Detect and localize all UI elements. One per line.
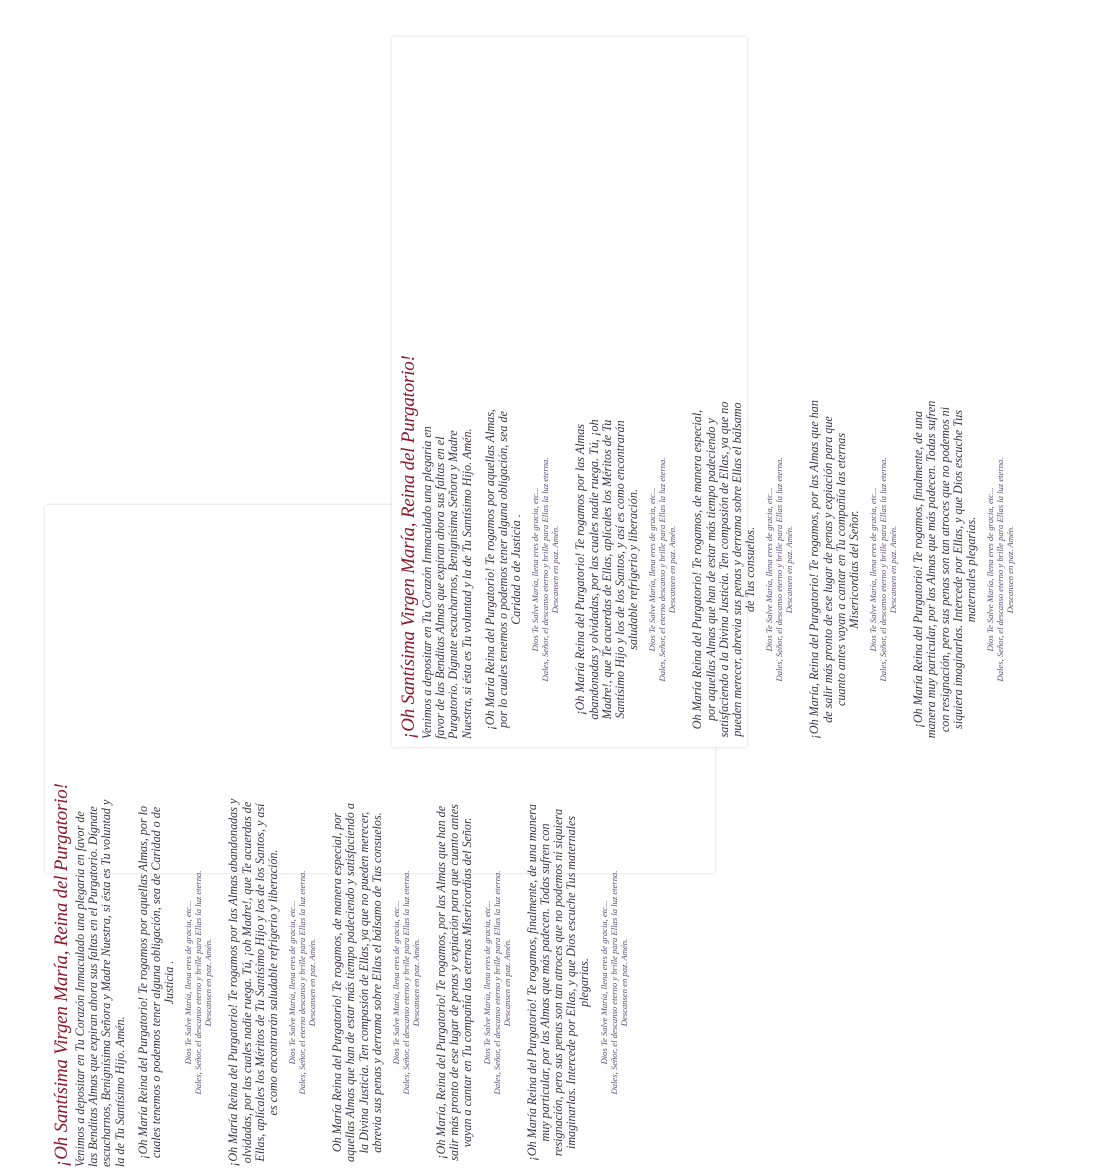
response-line: Dales, Señor, el descanso eterno y brille para Ellas la luz eterna. bbox=[774, 457, 785, 682]
prayer-text: ¡Oh María, Reina del Purgatorio! Te rogamos, por las Almas que han de salir más pronto de ese lugar de penas y expiación para que cuanto antes vayan a cantar en Tu compañía las eternas Misericordias del Señor. bbox=[807, 400, 862, 739]
response-line: Dios Te Salve María, llena eres de gracia, etc... bbox=[868, 487, 879, 652]
response-line: Dales, Señor, el eterno descanso y brille para Ellas la luz eterna. bbox=[297, 870, 308, 1095]
response-line: Dios Te Salve María, llena eres de gracia, etc... bbox=[764, 487, 775, 652]
response-line: Dales, Señor, el descanso eterno y brille para Ellas la luz eterna. bbox=[995, 457, 1006, 682]
response-line: Dios Te Salve María, llena eres de gracia, etc... bbox=[183, 900, 194, 1065]
card-content-right bbox=[392, 355, 1102, 747]
response-line: Descansen en paz. Amén. bbox=[411, 938, 422, 1027]
prayer-text: ¡Oh María, Reina del Purgatorio! Te rogamos, por las Almas que han de salir más pronto de ese lugar de penas y expiación para que cuanto antes vayan a cantar en Tu compañía las eternas Misericordias del Señor. bbox=[434, 804, 475, 1161]
prayer-text: Oh María Reina del Purgatorio! Te rogamos, de manera especial, por aquellas Almas que han de estar más tiempo padeciendo y satisfaciendo a la Divina Justicia. Ten compasión de Ellas, ya que no pueden merecer, abrevia sus penas y derrama sobre Ellas el bálsamo de Tus consuelos. bbox=[690, 401, 758, 738]
prayer-block-2 bbox=[574, 400, 677, 739]
response-line: Descansen en paz. Amén. bbox=[1005, 525, 1016, 614]
prayer-block-4 bbox=[435, 798, 512, 1167]
prayer-block-5 bbox=[526, 798, 629, 1167]
response-line: Dios Te Salve María, llena eres de gracia, etc... bbox=[598, 900, 609, 1065]
prayer-text: ¡Oh María Reina del Purgatorio! Te rogamos, finalmente, de una manera muy particular, por las Almas que más padecen. Todas sufren con resignación, pero sus penas son tan atroces que no podemos ni siquiera imaginarlas. Intercede por Ellas, y que Dios escuche Tus maternales plegarias. bbox=[524, 804, 592, 1161]
response-line: Dales, Señor, el descanso eterno y brille para Ellas la luz eterna. bbox=[491, 870, 502, 1095]
response-line: Dios Te Salve María, llena eres de gracia, etc... bbox=[985, 487, 996, 652]
response-line: Dales, Señor, el descanso eterno y brille para Ellas la luz eterna. bbox=[878, 457, 889, 682]
response-line: Dios Te Salve María, llena eres de gracia, etc... bbox=[391, 900, 402, 1065]
prayer-text: ¡Oh María Reina del Purgatorio! Te rogamos por aquellas Almas, por lo cuales tenemos o podemos tener alguna obligación, sea de Caridad o de Justicia . bbox=[135, 805, 177, 1160]
prayer-text: Oh María Reina del Purgatorio! Te rogamos, de manera especial, por aquellas Almas que han de estar más tiempo padeciendo y satisfaciendo a la Divina Justicia. Ten compasión de Ellas, ya que no pueden merecer, abrevia sus penas y derrama sobre Ellas el bálsamo de Tus consuelos. bbox=[330, 803, 384, 1162]
card-content-left bbox=[45, 783, 715, 1175]
prayer-text: ¡Oh María Reina del Purgatorio! Te rogamos por las Almas abandonadas y olvidadas, por las cuales nadie ruega. Tú, ¡oh Madre!, que Te acuerdas de Ellas, aplícales los Méritos de Tu Santísimo Hijo y los de los Santos, y así es como encontrarán saludable refrigerio y liberación. bbox=[573, 419, 641, 720]
response-line: Dios Te Salve María, llena eres de gracia, etc... bbox=[530, 487, 541, 652]
prayer-intro: Venimos a depositar en Tu Corazón Inmaculado una plegaria en favor de las Benditas Almas que expiran ahora sus faltas en el Purgatorio. Dígnate escucharnos, Benignísima Señora y Madre Nuestra, si ésta es Tu voluntad y la de Tu Santísimo Hijo. Amén. bbox=[73, 799, 127, 1167]
response-line: Descansen en paz. Amén. bbox=[618, 938, 629, 1027]
prayer-block-3 bbox=[691, 400, 794, 739]
prayer-block-2 bbox=[227, 798, 317, 1167]
prayer-block-5 bbox=[912, 400, 1015, 739]
response-line: Dales, Señor, el descanso eterno y brille para Ellas la luz eterna. bbox=[540, 457, 551, 682]
response-line: Dales, Señor, el descanso eterno y brille para Ellas la luz eterna. bbox=[608, 870, 619, 1095]
prayer-block-1 bbox=[484, 400, 561, 739]
prayer-title: ¡Oh Santísima Virgen María, Reina del Purgatorio! bbox=[51, 783, 72, 1167]
prayer-block-1 bbox=[137, 798, 214, 1167]
response-line: Dios Te Salve María, llena eres de gracia, etc... bbox=[647, 487, 658, 652]
prayer-text: ¡Oh María Reina del Purgatorio! Te rogamos por aquellas Almas, por lo cuales tenemos o podemos tener alguna obligación, sea de Caridad o de Justicia . bbox=[482, 409, 524, 730]
response-line: Descansen en paz. Amén. bbox=[888, 525, 899, 614]
response-line: Dales, Señor, el descanso eterno y brille para Ellas la luz eterna. bbox=[193, 870, 204, 1095]
response-line: Descansen en paz. Amén. bbox=[784, 525, 795, 614]
response-line: Dios Te Salve María, llena eres de gracia, etc... bbox=[481, 900, 492, 1065]
response-line: Descansen en paz. Amén. bbox=[203, 938, 214, 1027]
prayer-block-4 bbox=[808, 400, 898, 739]
prayer-title: ¡Oh Santísima Virgen María, Reina del Purgatorio! bbox=[398, 355, 419, 739]
response-line: Dales, Señor, el descanso eterno y brille para Ellas la luz eterna. bbox=[401, 870, 412, 1095]
prayer-block-3 bbox=[331, 798, 421, 1167]
response-line: Descansen en paz. Amén. bbox=[667, 525, 678, 614]
prayer-text: ¡Oh María Reina del Purgatorio! Te rogamos, finalmente, de una manera muy particular, por las Almas que más padecen. Todas sufren con resignación, pero sus penas son tan atroces que no podemos ni siquiera imaginarlas. Intercede por Ellas, y que Dios escuche Tus maternales plegarias. bbox=[911, 400, 979, 739]
response-line: Descansen en paz. Amén. bbox=[307, 938, 318, 1027]
prayer-intro: Venimos a depositar en Tu Corazón Inmaculado una plegaria en favor de las Benditas Almas que expiran ahora sus faltas en el Purgatorio. Dígnate escucharnos, Benignísima Señora y Madre Nuestra, si ésta es Tu voluntad y la de Tu Santísimo Hijo. Amén. bbox=[420, 426, 474, 739]
response-line: Descansen en paz. Amén. bbox=[550, 525, 561, 614]
prayer-text: ¡Oh María Reina del Purgatorio! Te rogamos por las Almas abandonadas y olvidadas, por las cuales nadie ruega. Tú, ¡oh Madre!, que Te acuerdas de Ellas, aplícales los Méritos de Tu Santísimo Hijo y los de los Santos, y así es como encontrarán saludable refrigerio y liberación. bbox=[226, 798, 281, 1167]
response-line: Dios Te Salve María, llena eres de gracia, etc... bbox=[287, 900, 298, 1065]
response-line: Dales, Señor, el eterno descanso y brille para Ellas la luz eterna. bbox=[657, 457, 668, 682]
response-line: Descansen en paz. Amén. bbox=[501, 938, 512, 1027]
